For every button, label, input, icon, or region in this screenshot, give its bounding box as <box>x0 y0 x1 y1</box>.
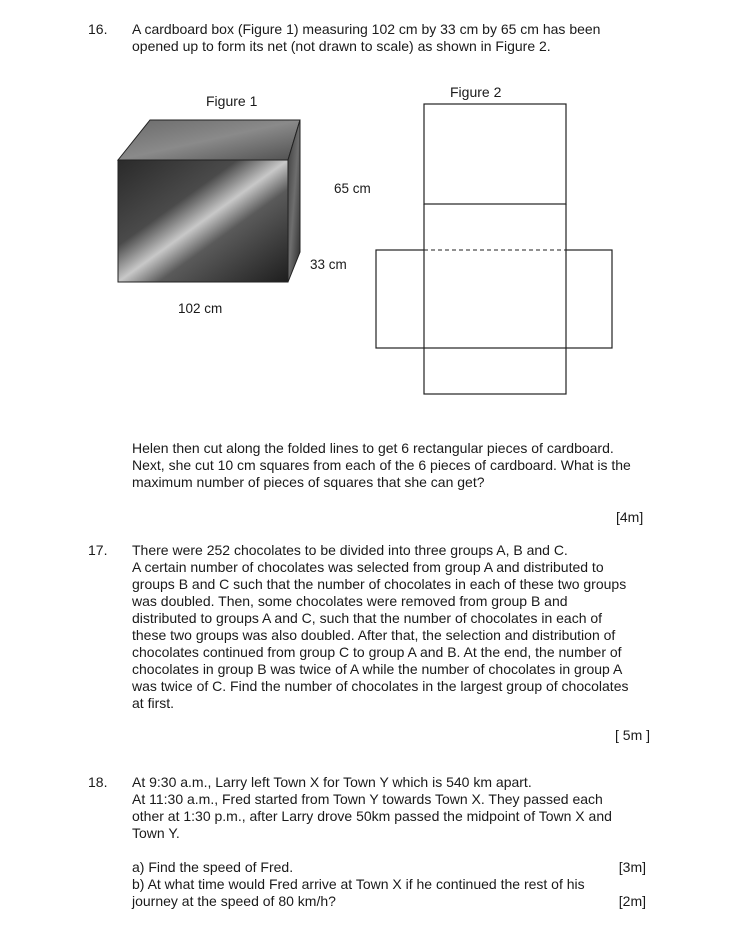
question-17-marks: [ 5m ] <box>615 727 651 743</box>
box-front-face <box>118 160 288 282</box>
net-bottom-flap <box>424 348 566 394</box>
question-16-text <box>132 21 662 55</box>
question-18-number: 18. <box>88 774 108 790</box>
figure-1-depth-label: 33 cm <box>310 257 347 272</box>
question-17-line-9: was twice of C. Find the number of chocolates in the largest group of chocolates <box>132 678 629 694</box>
figure-1-width-label: 102 cm <box>178 301 223 316</box>
question-17-line-3: groups B and C such that the number of chocolates in each of these two groups <box>132 576 627 592</box>
question-17-line-8: chocolates in group B was twice of A while the number of chocolates in group A <box>132 661 623 677</box>
figure-1-height-label: 65 cm <box>334 181 371 196</box>
question-17-line-2: A certain number of chocolates was selected from group A and distributed to <box>132 559 604 575</box>
question-16-marks: [4m] <box>616 509 644 525</box>
question-18-line-4: Town Y. <box>132 825 180 841</box>
question-16-line-2: opened up to form its net (not drawn to scale) as shown in Figure 2. <box>132 38 551 54</box>
question-18-text <box>132 774 662 842</box>
question-17-line-6: these two groups was also doubled. After that, the selection and distribution of <box>132 627 616 643</box>
question-16-follow-line-1: Helen then cut along the folded lines to get 6 rectangular pieces of cardboard. <box>132 440 614 456</box>
question-17-number: 17. <box>88 542 108 558</box>
figure-2-title: Figure 2 <box>450 84 502 100</box>
question-18-line-2: At 11:30 a.m., Fred started from Town Y towards Town X. They passed each <box>132 791 603 807</box>
question-18-parts <box>132 859 662 910</box>
figure-1-box <box>110 112 310 292</box>
box-top-face <box>118 120 300 160</box>
question-18-part-a <box>132 859 646 876</box>
question-18-part-a-text: a) Find the speed of Fred. <box>132 859 294 875</box>
question-18-part-b-line-1-row <box>132 876 646 893</box>
question-18-line-3: other at 1:30 p.m., after Larry drove 50km passed the midpoint of Town X and <box>132 808 612 824</box>
net-left-flap <box>376 250 424 348</box>
question-18-part-b-line-1: b) At what time would Fred arrive at Town X if he continued the rest of his <box>132 876 585 892</box>
question-17-line-10: at first. <box>132 695 175 711</box>
question-18-part-b-line-2-row <box>132 893 646 910</box>
question-16-number: 16. <box>88 21 108 37</box>
question-17-line-4: was doubled. Then, some chocolates were removed from group B and <box>132 593 568 609</box>
question-17-line-1: There were 252 chocolates to be divided into three groups A, B and C. <box>132 542 568 558</box>
question-17-text <box>132 542 662 712</box>
question-17-line-7: chocolates continued from group C to group A and B. At the end, the number of <box>132 644 622 660</box>
net-top-panel <box>424 104 566 204</box>
question-18-part-b-line-2: journey at the speed of 80 km/h? <box>132 893 336 909</box>
net-right-flap <box>566 250 612 348</box>
question-18-line-1: At 9:30 a.m., Larry left Town X for Town Y which is 540 km apart. <box>132 774 532 790</box>
question-16-line-1: A cardboard box (Figure 1) measuring 102 cm by 33 cm by 65 cm has been <box>132 21 601 37</box>
question-16-follow-line-2: Next, she cut 10 cm squares from each of the 6 pieces of cardboard. What is the <box>132 457 631 473</box>
question-17-line-5: distributed to groups A and C, such that the number of chocolates in each of <box>132 610 603 626</box>
question-16-follow-line-3: maximum number of pieces of squares that she can get? <box>132 474 485 490</box>
question-18-part-a-marks: [3m] <box>618 859 646 875</box>
question-16-follow-text <box>132 440 662 491</box>
figure-1-title: Figure 1 <box>206 93 258 109</box>
question-18-part-b-marks: [2m] <box>618 893 646 909</box>
figure-2-net <box>372 100 616 400</box>
